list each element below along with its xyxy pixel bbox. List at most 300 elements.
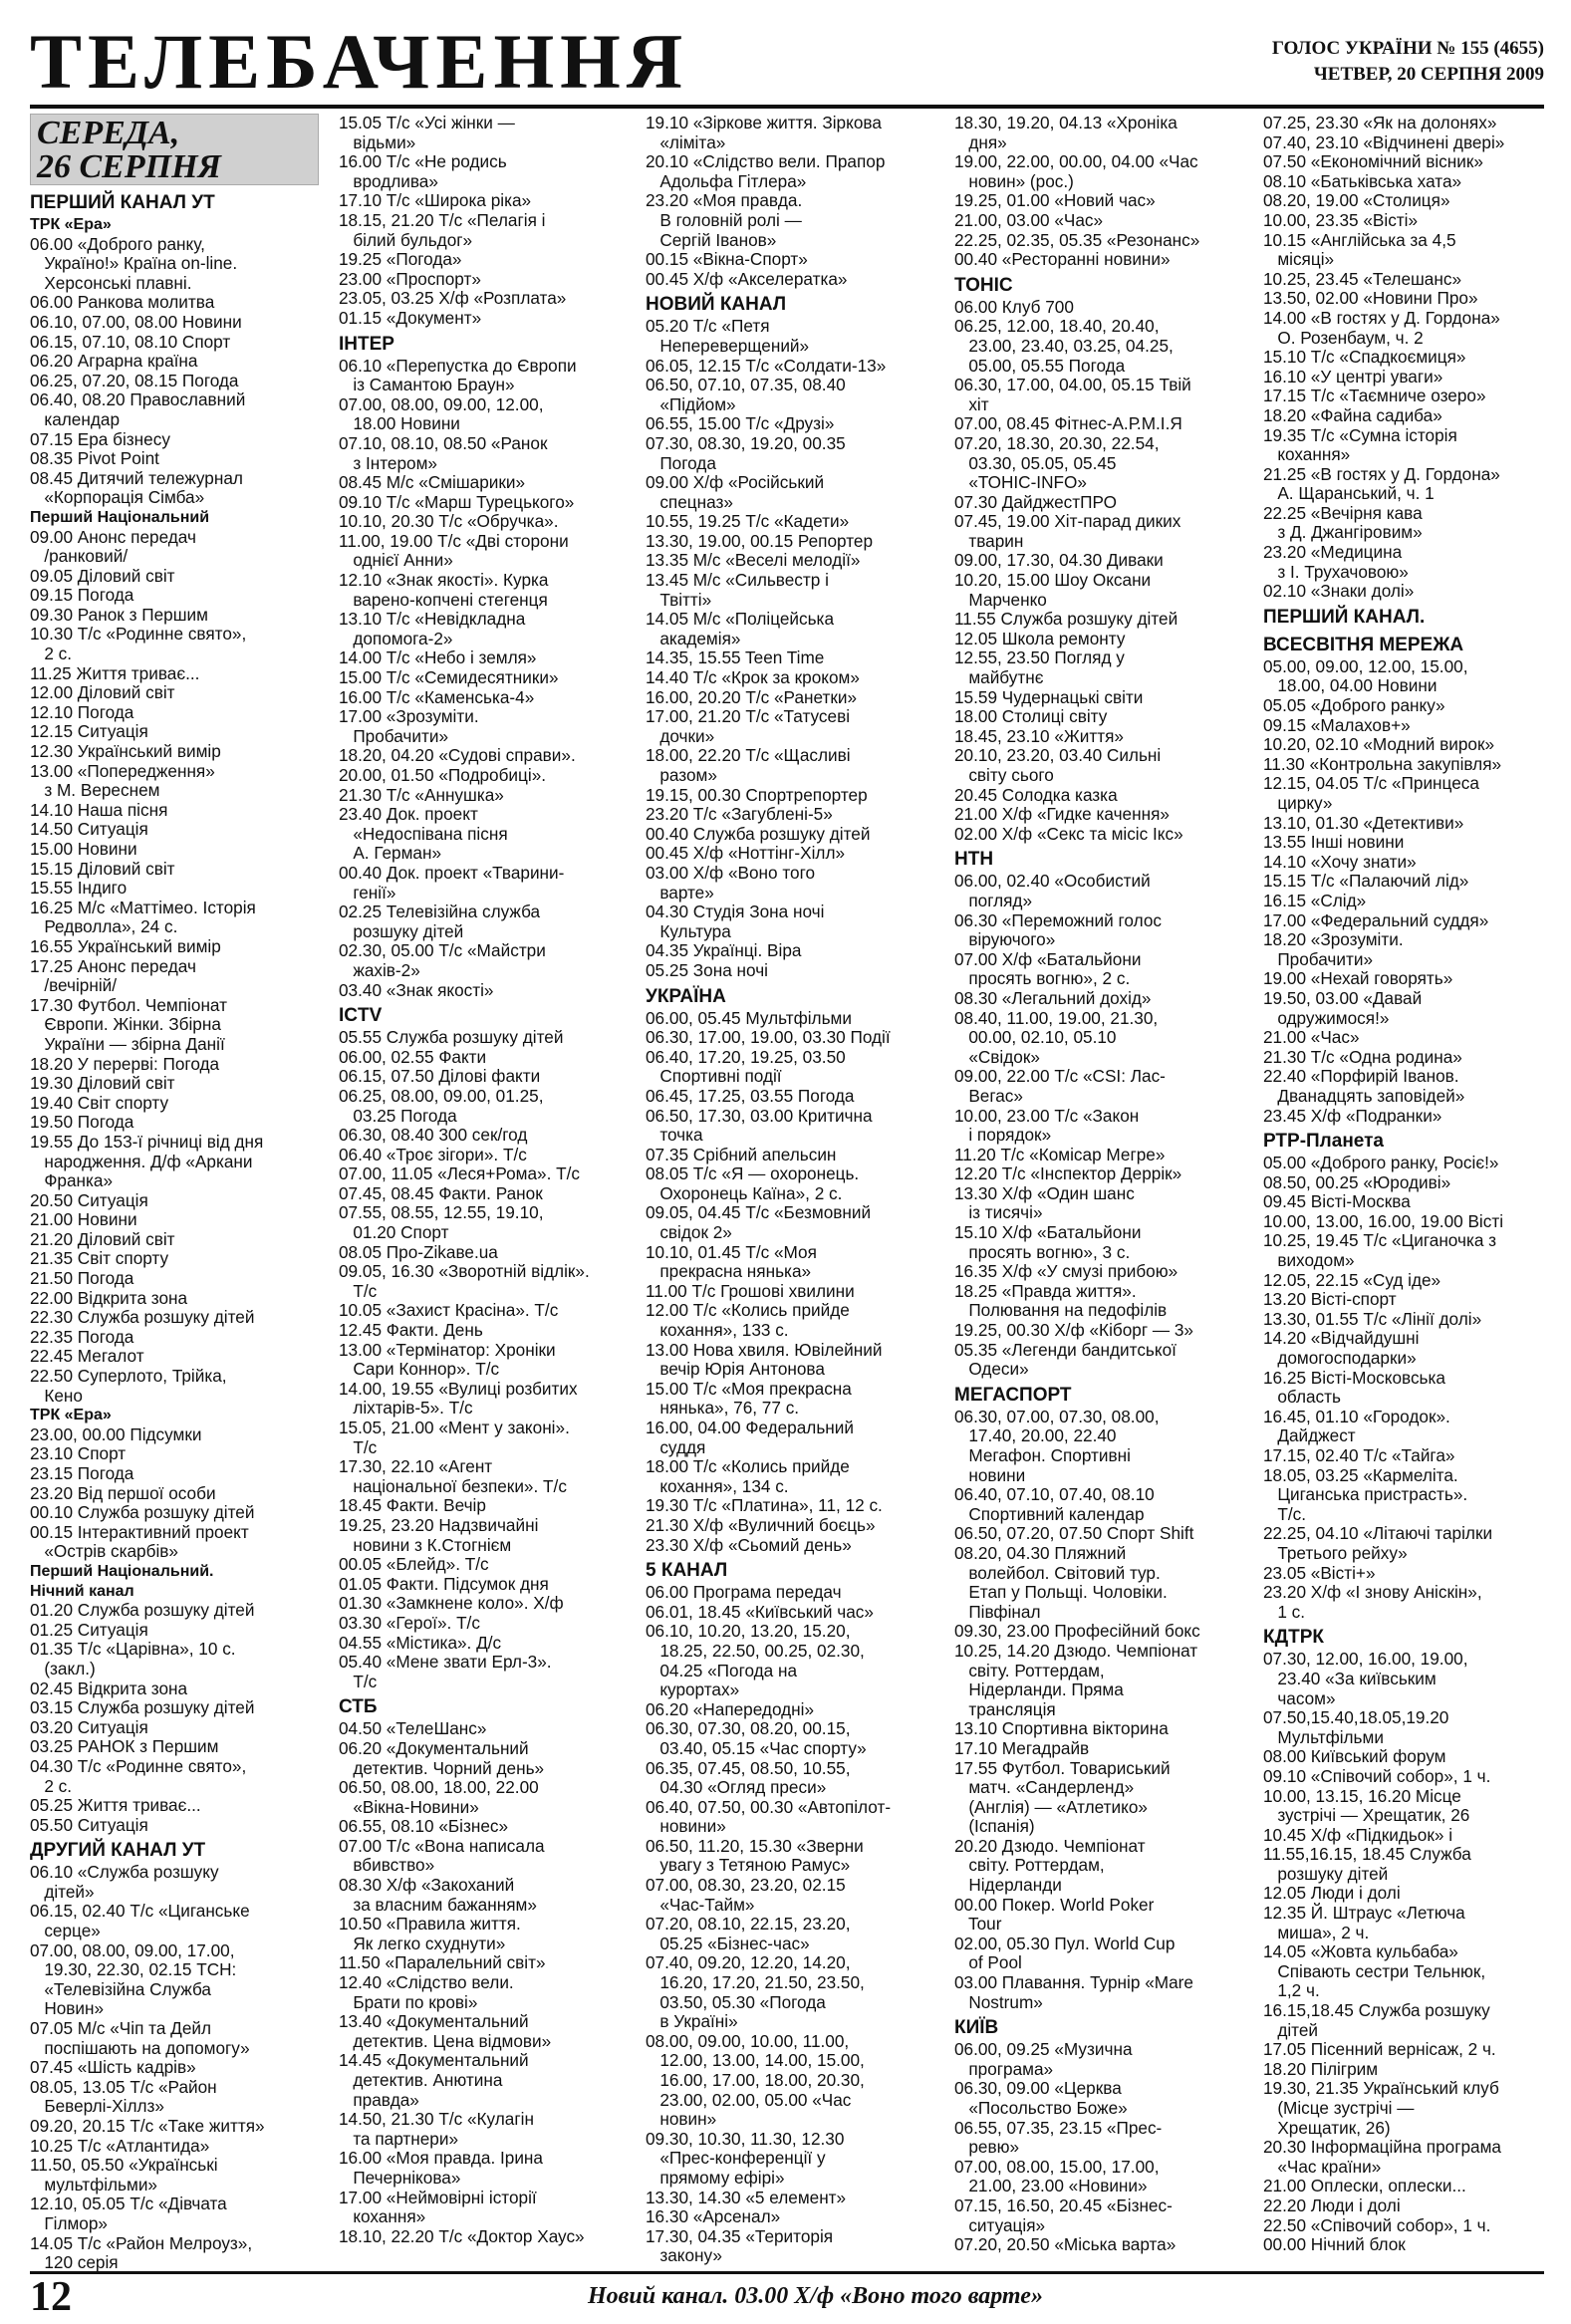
- listing-lines: [954, 114, 1253, 2255]
- listing-line: 08.00 Київський форум: [1263, 1746, 1446, 1767]
- listing-line: розшуку дітей: [1263, 1863, 1389, 1884]
- listing-line: 04.55 «Містика». Д/с: [339, 1632, 502, 1653]
- listing-line: 21.20 Діловий світ: [30, 1228, 175, 1249]
- listing-column-1: [30, 114, 329, 2273]
- listing-line: 07.10, 08.10, 08.50 «Ранок: [339, 432, 548, 453]
- listing-line: 08.30 «Легальний дохід»: [954, 987, 1152, 1008]
- listing-line: 22.45 Мегалот: [30, 1346, 144, 1367]
- listing-line: 07.05 М/с «Чіп та Дейл: [30, 2018, 212, 2039]
- listing-line: 00.40 Док. проект «Тварини-: [339, 862, 565, 883]
- listing-line: 13.50, 02.00 «Новини Про»: [1263, 288, 1478, 309]
- listing-line: 05.00, 05.55 Погода: [954, 355, 1126, 376]
- listing-line: Редволла», 24 с.: [30, 916, 178, 937]
- listing-line: вечір Юрія Антонова: [646, 1359, 825, 1380]
- listing-line: 09.00, 17.30, 04.30 Диваки: [954, 550, 1164, 571]
- listing-lines: [30, 191, 329, 2273]
- listing-line: 17.00 «Федеральний суддя»: [1263, 909, 1489, 930]
- listing-line: 16.20, 17.20, 21.50, 23.50,: [646, 1972, 865, 1993]
- listing-line: Хрещатик, 26): [1263, 2117, 1391, 2138]
- listing-line: 10.15 «Англійська за 4,5: [1263, 229, 1456, 250]
- listing-line: 11.20 Т/с «Комісар Мегре»: [954, 1144, 1166, 1164]
- listing-line: 09.20, 20.15 Т/с «Таке життя»: [30, 2116, 265, 2136]
- listing-line: 05.05 «Доброго ранку»: [1263, 695, 1445, 716]
- listing-line: 09.15 «Малахов+»: [1263, 714, 1411, 735]
- listing-line: 14.00 Т/с «Небо і земля»: [339, 647, 537, 668]
- listing-line: 06.55, 08.10 «Бізнес»: [339, 1816, 509, 1837]
- listing-line: з І. Трухачовою»: [1263, 561, 1409, 582]
- listing-line: 18.00, 22.20 Т/с «Щасливі: [646, 745, 851, 766]
- listing-line: 01.20 Спорт: [339, 1222, 449, 1243]
- listing-line: 06.25, 08.00, 09.00, 01.25,: [339, 1085, 544, 1106]
- listing-line: віруючого»: [954, 929, 1056, 950]
- listing-line: 18.00 Столиці світу: [954, 706, 1108, 727]
- listing-line: Спортивні події: [646, 1066, 782, 1087]
- listing-line: 07.45 «Шість кадрів»: [30, 2057, 196, 2078]
- listing-line: 15.10 Т/с «Спадкоємиця»: [1263, 347, 1466, 368]
- listing-line: 15.55 Індиго: [30, 878, 128, 899]
- listing-line: 14.10 Наша пісня: [30, 799, 168, 820]
- listing-line: А. Щаранський, ч. 1: [1263, 483, 1435, 504]
- listing-line: 06.30, 17.00, 19.00, 03.30 Події: [646, 1027, 891, 1048]
- listing-line: 22.25 «Вечірня кава: [1263, 502, 1423, 523]
- listing-line: «Острів скарбів»: [30, 1541, 178, 1562]
- listing-line: 23.15 Погода: [30, 1463, 134, 1483]
- channel-heading: ПЕРШИЙ КАНАЛ.: [1263, 606, 1426, 628]
- listing-column-2: [339, 114, 638, 2246]
- listing-line: Мультфільми: [1263, 1726, 1384, 1747]
- listing-line: 03.40, 05.15 «Час спорту»: [646, 1737, 867, 1758]
- listing-line: 03.25 РАНОК з Першим: [30, 1736, 219, 1757]
- listing-line: 13.55 Інші новини: [1263, 832, 1405, 853]
- listing-line: 10.00, 13.15, 16.20 Місце: [1263, 1785, 1461, 1806]
- listing-line: 12.10, 05.05 Т/с «Дівчата: [30, 2194, 227, 2214]
- listing-line: 20.10 «Слідство вели. Прапор: [646, 151, 886, 172]
- listing-line: 12.15, 04.05 Т/с «Принцеса: [1263, 773, 1479, 794]
- channel-heading: КДТРК: [1263, 1627, 1325, 1649]
- listing-line: 07.20, 08.10, 22.15, 23.20,: [646, 1914, 851, 1935]
- listing-line: Охоронець Каїна», 2 с.: [646, 1182, 843, 1203]
- listing-line: точка: [646, 1125, 703, 1146]
- listing-line: 07.00, 08.45 Фітнес-А.Р.М.І.Я: [954, 413, 1182, 434]
- listing-line: Tour: [954, 1914, 1002, 1935]
- listing-line: 06.01, 18.45 «Київський час»: [646, 1601, 874, 1622]
- listing-line: 06.40, 07.50, 00.30 «Автопілот-: [646, 1796, 892, 1817]
- listing-line: 12.05, 22.15 «Суд іде»: [1263, 1269, 1441, 1290]
- listing-line: Нідерланди: [954, 1875, 1062, 1896]
- listing-line: 18.15, 21.20 Т/с «Пелагія і: [339, 209, 546, 230]
- listing-line: 06.30, 08.40 300 сек/год: [339, 1125, 528, 1146]
- listing-line: 06.00, 02.55 Факти: [339, 1046, 487, 1067]
- listing-line: розшуку дітей: [339, 920, 464, 941]
- listing-line: Погода: [646, 452, 716, 473]
- listing-line: 23.00 «Проспорт»: [339, 268, 481, 289]
- masthead: [30, 18, 1544, 105]
- listing-line: Гілмор»: [30, 2212, 108, 2233]
- listing-line: 08.50, 00.25 «Юродиві»: [1263, 1171, 1451, 1192]
- listing-line: 20.45 Солодка казка: [954, 784, 1118, 805]
- listing-column-5: [1263, 114, 1562, 2255]
- listing-line: 08.20, 19.00 «Столиця»: [1263, 190, 1450, 211]
- listing-line: 13.30, 01.55 Т/с «Лінії долі»: [1263, 1308, 1482, 1329]
- listing-line: детектив. Цена відмови»: [339, 2030, 552, 2051]
- channel-heading: ВСЕСВІТНЯ МЕРЕЖА: [1263, 634, 1464, 655]
- listing-line: 22.50 «Співочий собор», 1 ч.: [1263, 2214, 1491, 2235]
- listing-line: із тисячі»: [954, 1202, 1043, 1223]
- listing-line: 04.30 «Огляд преси»: [646, 1777, 827, 1798]
- channel-heading: 5 КАНАЛ: [646, 1560, 728, 1582]
- listing-line: ліхтарів-5». Т/с: [339, 1398, 473, 1419]
- listing-line: 06.00 Програма передач: [646, 1582, 842, 1603]
- listing-line: погляд»: [954, 890, 1033, 910]
- listing-line: закону»: [646, 2245, 722, 2266]
- listing-line: 05.55 Служба розшуку дітей: [339, 1027, 564, 1048]
- listing-line: з М. Вереснем: [30, 780, 160, 801]
- listing-line: дня»: [954, 131, 1007, 152]
- listing-line: 14.00, 19.55 «Вулиці розбитих: [339, 1378, 578, 1399]
- listing-line: «Підйом»: [646, 393, 736, 414]
- listing-line: 05.25 Зона ночі: [646, 959, 768, 980]
- listing-line: місяці»: [1263, 249, 1335, 270]
- listing-line: допомога-2»: [339, 628, 453, 648]
- listing-line: 06.50, 08.00, 18.00, 22.00: [339, 1777, 539, 1798]
- listing-line: 13.35 М/с «Веселі мелодії»: [646, 550, 861, 571]
- listing-line: Нідерланди. Пряма: [954, 1679, 1124, 1700]
- listing-line: Беверлі-Хіллз»: [30, 2096, 164, 2117]
- listing-line: програма»: [954, 2058, 1054, 2079]
- listing-line: матч. «Сандерленд»: [954, 1777, 1135, 1798]
- listing-line: 12.00, 13.00, 14.00, 15.00,: [646, 2050, 865, 2071]
- listing-line: 12.30 Український вимір: [30, 741, 221, 762]
- listing-line: (Іспанія): [954, 1816, 1035, 1837]
- listing-line: 06.40, 08.20 Православний: [30, 389, 246, 410]
- channel-subheading: Перший Національний: [30, 508, 210, 526]
- listing-line: 120 серія: [30, 2252, 119, 2273]
- listing-line: 18.25, 22.50, 00.25, 02.30,: [646, 1640, 865, 1661]
- listing-line: 16.30 «Арсенал»: [646, 2206, 781, 2227]
- listing-line: 22.25, 02.35, 05.35 «Резонанс»: [954, 229, 1200, 250]
- listing-line: генії»: [339, 882, 396, 903]
- listing-line: 19.55 До 153-ї річниці від дня: [30, 1131, 264, 1152]
- listing-line: 06.00 Клуб 700: [954, 296, 1074, 317]
- listing-line: 09.05, 16.30 «Зворотній відлік».: [339, 1261, 590, 1282]
- listing-line: Пробачити»: [339, 725, 449, 746]
- listing-line: 17.00 «Неймовірні історії: [339, 2187, 537, 2207]
- listing-line: 10.00, 23.35 «Вісті»: [1263, 209, 1419, 230]
- listing-line: 23.00, 02.00, 05.00 «Час: [646, 2089, 852, 2110]
- listing-line: (Англія) — «Атлетико»: [954, 1796, 1148, 1817]
- listing-line: 06.00, 02.40 «Особистий: [954, 871, 1151, 892]
- channel-heading: ПЕРШИЙ КАНАЛ УТ: [30, 192, 215, 213]
- listing-line: 09.10 Т/с «Марш Турецького»: [339, 491, 575, 512]
- channel-heading: ICTV: [339, 1005, 383, 1027]
- listing-line: 11.00 Т/с Грошові хвилини: [646, 1280, 855, 1301]
- listing-line: 22.30 Служба розшуку дітей: [30, 1307, 255, 1328]
- listing-line: 13.00 «Термінатор: Хроніки: [339, 1339, 556, 1360]
- listing-line: Твітті»: [646, 589, 712, 610]
- listing-line: Адольфа Гітлера»: [646, 170, 807, 191]
- listing-line: 13.10, 01.30 «Детективи»: [1263, 812, 1464, 833]
- listing-line: 22.00 Відкрита зона: [30, 1287, 188, 1308]
- listing-line: 03.30, 05.05, 05.45: [954, 452, 1117, 473]
- listing-line: «Свідок»: [954, 1046, 1040, 1067]
- listing-line: 16.55 Український вимір: [30, 935, 221, 956]
- listing-line: 10.25, 23.45 «Телешанс»: [1263, 268, 1462, 289]
- listing-line: 16.00 Т/с «Не родись: [339, 151, 507, 172]
- listing-line: Вегас»: [954, 1085, 1023, 1106]
- listing-line: просять вогню», 3 с.: [954, 1241, 1131, 1262]
- issue-date: ЧЕТВЕР, 20 СЕРПНЯ 2009: [1313, 64, 1544, 85]
- listing-line: домогосподарки»: [1263, 1348, 1417, 1369]
- listing-line: 17.00, 21.20 Т/с «Татусеві: [646, 706, 851, 727]
- listing-line: цирку»: [1263, 793, 1333, 813]
- listing-line: 01.30 «Замкнене коло». Х/ф: [339, 1593, 564, 1614]
- listing-line: 12.55, 23.50 Погляд у: [954, 647, 1125, 668]
- listing-line: 07.15 Ера бізнесу: [30, 428, 170, 449]
- listing-line: кохання»: [339, 2206, 426, 2227]
- listing-line: 22.40 «Порфирій Іванов.: [1263, 1066, 1459, 1087]
- channel-heading: РТР-Планета: [1263, 1131, 1384, 1153]
- listing-line: 16.15 «Слід»: [1263, 890, 1367, 910]
- listing-line: 23.20 Від першої особи: [30, 1482, 216, 1503]
- listing-line: 03.15 Служба розшуку дітей: [30, 1697, 255, 1718]
- listing-line: 06.40, 17.20, 19.25, 03.50: [646, 1046, 846, 1067]
- listing-line: 1 с.: [1263, 1601, 1306, 1622]
- listing-line: Печернікова»: [339, 2167, 461, 2188]
- channel-heading: ТОНІС: [954, 274, 1013, 296]
- listing-line: 23.40 Док. проект: [339, 804, 478, 825]
- listing-line: 06.00, 09.25 «Музична: [954, 2039, 1133, 2060]
- listing-line: 07.55, 08.55, 12.55, 19.10,: [339, 1202, 544, 1223]
- listing-line: 23.00, 23.40, 03.25, 04.25,: [954, 335, 1174, 356]
- listing-line: 23.20 Х/ф «І знову Аніскін»,: [1263, 1582, 1482, 1603]
- listing-line: дочки»: [646, 725, 715, 746]
- listing-line: 14.05 Т/с «Район Мелроуз»,: [30, 2232, 253, 2253]
- listing-line: 14.40 Т/с «Крок за кроком»: [646, 667, 860, 688]
- listing-line: 09.00 Анонс передач: [30, 526, 196, 547]
- listing-line: А. Герман»: [339, 843, 442, 864]
- listing-line: Дванадцять заповідей»: [1263, 1085, 1465, 1106]
- listing-line: свідок 2»: [646, 1222, 732, 1243]
- listing-line: 15.59 Чудернацькі світи: [954, 686, 1144, 707]
- listing-line: разом»: [646, 765, 717, 785]
- listing-line: прямому ефірі»: [646, 2167, 785, 2188]
- listing-line: 05.20 Т/с «Петя: [646, 316, 770, 337]
- listing-line: 06.20 «Напередодні»: [646, 1698, 815, 1719]
- listing-line: 23.00, 00.00 Підсумки: [30, 1423, 202, 1444]
- listing-line: календар: [30, 408, 121, 429]
- listing-line: зустрічі — Хрещатик, 26: [1263, 1805, 1470, 1826]
- listing-line: 21.50 Погода: [30, 1268, 134, 1289]
- listing-line: 22.35 Погода: [30, 1326, 134, 1347]
- listing-line: світу сього: [954, 765, 1054, 785]
- listing-line: 10.10, 01.45 Т/с «Моя: [646, 1241, 817, 1262]
- listing-line: 13.10 Т/с «Невідкладна: [339, 609, 526, 630]
- listing-line: Кено: [30, 1385, 83, 1406]
- listing-line: 08.05 Т/с «Я — охоронець.: [646, 1163, 860, 1184]
- listing-line: трансляція: [954, 1698, 1056, 1719]
- listing-line: 16.45, 01.10 «Городок».: [1263, 1406, 1450, 1426]
- listing-line: 08.40, 11.00, 19.00, 21.30,: [954, 1007, 1159, 1028]
- listing-line: одружимося!»: [1263, 1007, 1390, 1028]
- listing-line: Україно!» Країна on-line.: [30, 253, 238, 274]
- listing-line: дітей: [1263, 2019, 1319, 2040]
- listing-line: Етап у Польщі. Чоловіки.: [954, 1582, 1168, 1603]
- listing-line: 01.35 Т/с «Царівна», 10 с.: [30, 1639, 236, 1660]
- listing-line: 13.30, 14.30 «5 елемент»: [646, 2187, 847, 2207]
- listing-line: 13.20 Вісті-спорт: [1263, 1289, 1397, 1310]
- listing-line: 17.30, 04.35 «Територія: [646, 2225, 834, 2246]
- listing-column-4: [954, 114, 1253, 2255]
- listing-line: 12.10 «Знак якості». Курка: [339, 570, 549, 591]
- listing-line: 06.50, 11.20, 15.30 «Зверни: [646, 1835, 864, 1856]
- channel-heading: НОВИЙ КАНАЛ: [646, 294, 787, 316]
- listing-line: 18.30, 19.20, 04.13 «Хроніка: [954, 113, 1178, 132]
- listing-line: 01.15 «Документ»: [339, 307, 482, 328]
- listing-line: 15.00 Новини: [30, 839, 137, 859]
- listing-line: 09.30 Ранок з Першим: [30, 604, 208, 625]
- listing-line: 15.00 Т/с «Семидесятники»: [339, 667, 559, 688]
- listing-line: новин»: [646, 2109, 717, 2130]
- listing-line: 07.20, 20.50 «Міська варта»: [954, 2234, 1177, 2255]
- listing-line: Марченко: [954, 589, 1047, 610]
- listing-line: 07.30, 08.30, 19.20, 00.35: [646, 432, 846, 453]
- listing-line: Херсонські плавні.: [30, 272, 192, 293]
- listing-line: 23.20 «Моя правда.: [646, 190, 803, 211]
- listing-line: часом»: [1263, 1687, 1336, 1708]
- listing-line: 09.30, 23.00 Професійний бокс: [954, 1621, 1200, 1642]
- listing-line: 07.20, 18.30, 20.30, 22.54,: [954, 432, 1160, 453]
- listing-line: 16.15,18.45 Служба розшуку: [1263, 2000, 1490, 2021]
- listing-line: 13.00 Нова хвиля. Ювілейний: [646, 1339, 883, 1360]
- listing-line: 21.30 Т/с «Одна родина»: [1263, 1046, 1462, 1067]
- listing-line: просять вогню», 2 с.: [954, 968, 1131, 989]
- listing-line: 06.50, 07.10, 07.35, 08.40: [646, 375, 846, 395]
- listing-line: 07.30, 12.00, 16.00, 19.00,: [1263, 1649, 1468, 1670]
- paper-issue: ГОЛОС УКРАЇНИ № 155 (4655): [1271, 38, 1544, 59]
- listing-line: 06.30, 09.00 «Церква: [954, 2078, 1122, 2099]
- listing-line: 17.15 Т/с «Таємниче озеро»: [1263, 386, 1486, 406]
- listing-line: 19.10 «Зіркове життя. Зіркова: [646, 113, 882, 132]
- listing-line: 23.20 «Медицина: [1263, 542, 1403, 563]
- listing-line: поспішають на допомогу»: [30, 2037, 250, 2058]
- listing-line: 23.10 Спорт: [30, 1443, 127, 1464]
- listing-line: академія»: [646, 628, 741, 648]
- listing-line: 07.40, 09.20, 12.20, 14.20,: [646, 1952, 851, 1973]
- listing-line: новини»: [646, 1816, 726, 1837]
- listing-line: новин» (рос.): [954, 170, 1074, 191]
- listing-line: В головній ролі —: [646, 209, 802, 230]
- listing-line: 10.25, 14.20 Дзюдо. Чемпіонат: [954, 1640, 1198, 1661]
- listing-line: 10.25, 19.45 Т/с «Циганочка з: [1263, 1230, 1497, 1251]
- listing-line: волейбол. Світовий тур.: [954, 1562, 1161, 1583]
- listing-line: of Pool: [954, 1952, 1022, 1973]
- listing-line: 09.15 Погода: [30, 585, 134, 606]
- listing-line: 01.20 Служба розшуку дітей: [30, 1600, 255, 1621]
- listing-line: України — збірна Данії: [30, 1033, 225, 1054]
- listing-line: 16.25 М/с «Маттімео. Історія: [30, 897, 256, 917]
- listing-line: 14.05 М/с «Поліцейська: [646, 609, 835, 630]
- listing-line: 06.10, 10.20, 13.20, 15.20,: [646, 1621, 851, 1642]
- listing-line: 19.25, 23.20 Надзвичайні: [339, 1514, 539, 1535]
- listing-line: 17.55 Футбол. Товариський: [954, 1757, 1171, 1778]
- listing-line: увагу з Тетяною Рамус»: [646, 1855, 851, 1876]
- listing-line: 09.05 Діловий світ: [30, 565, 175, 586]
- listing-line: (закл.): [30, 1658, 96, 1678]
- listing-line: 03.50, 05.30 «Погода: [646, 1991, 826, 2012]
- listing-line: 11.30 «Контрольна закупівля»: [1263, 753, 1502, 774]
- listing-line: 07.35 Срібний апельсин: [646, 1144, 837, 1164]
- listing-line: 10.00, 23.00 Т/с «Закон: [954, 1105, 1140, 1126]
- listing-line: миша», 2 ч.: [1263, 1922, 1370, 1942]
- listing-line: Т/с: [339, 1671, 378, 1691]
- listing-line: жахів-2»: [339, 959, 420, 980]
- listing-line: 06.00 Ранкова молитва: [30, 292, 215, 313]
- listing-line: 19.00 «Нехай говорять»: [1263, 968, 1453, 989]
- listing-line: національної безпеки». Т/с: [339, 1475, 567, 1496]
- listing-line: 05.25 Життя триває...: [30, 1795, 201, 1816]
- listing-line: світу. Роттердам,: [954, 1855, 1105, 1876]
- listing-line: 17.00 «Зрозуміти.: [339, 706, 479, 727]
- listing-line: 19.50, 03.00 «Давай: [1263, 987, 1423, 1008]
- listing-line: 12.05 Люди і долі: [1263, 1883, 1401, 1904]
- listing-line: 23.45 Х/ф «Подранки»: [1263, 1105, 1442, 1126]
- listing-line: 06.50, 17.30, 03.00 Критична: [646, 1105, 873, 1126]
- listing-line: 06.30, 07.30, 08.20, 00.15,: [646, 1718, 851, 1739]
- listing-line: 06.10 «Служба розшуку: [30, 1862, 219, 1883]
- listing-line: 23.05 «Вісті+»: [1263, 1562, 1376, 1583]
- masthead-rule: [30, 105, 1544, 109]
- listing-line: 18.25 «Правда життя».: [954, 1280, 1137, 1301]
- listing-line: 06.30, 07.00, 07.30, 08.00,: [954, 1406, 1160, 1426]
- page-number: 12: [30, 2274, 72, 2320]
- listing-line: правда»: [339, 2089, 419, 2110]
- listing-line: 19.35 Т/с «Сумна історія: [1263, 424, 1457, 445]
- listing-line: 00.10 Служба розшуку дітей: [30, 1502, 255, 1523]
- listing-line: 10.45 Х/ф «Підкидьок» і: [1263, 1824, 1453, 1845]
- listing-line: 14.05 «Жовта кульбаба»: [1263, 1941, 1458, 1962]
- listing-line: О. Розенбаум, ч. 2: [1263, 327, 1424, 348]
- day-heading-line-1: СЕРЕДА,: [37, 115, 180, 151]
- listing-line: 00.45 Х/ф «Акселератка»: [646, 268, 848, 289]
- listing-line: 08.10 «Батьківська хата»: [1263, 170, 1462, 191]
- listing-line: 10.05 «Захист Красіна». Т/с: [339, 1300, 559, 1321]
- listing-line: 21.00, 23.00 «Новини»: [954, 2176, 1148, 2196]
- listing-line: 12.35 Й. Штраус «Летюча: [1263, 1903, 1465, 1924]
- listing-line: 02.00 Х/ф «Секс та місіс Ікс»: [954, 823, 1183, 844]
- listing-line: 07.40, 23.10 «Відчинені двері»: [1263, 131, 1505, 152]
- listing-line: 06.15, 07.10, 08.10 Спорт: [30, 331, 231, 352]
- listing-line: Т/с: [339, 1280, 378, 1301]
- section-title: ТЕЛЕБАЧЕННЯ: [30, 18, 689, 105]
- listing-line: 01.05 Факти. Підсумок дня: [339, 1573, 549, 1594]
- listing-line: 19.30 Діловий світ: [30, 1073, 175, 1094]
- listing-line: в Україні»: [646, 2011, 738, 2032]
- channel-subheading: Нічний канал: [30, 1582, 134, 1600]
- listing-line: Півфінал: [954, 1601, 1041, 1622]
- listing-line: 03.00 Плавання. Турнір «Mare: [954, 1972, 1193, 1993]
- listing-line: 18.00 Новини: [339, 413, 460, 434]
- listing-line: 19.25, 01.00 «Новий час»: [954, 190, 1156, 211]
- listing-line: 09.00 Х/ф «Російський: [646, 472, 825, 493]
- listing-line: ревю»: [954, 2137, 1020, 2158]
- listing-line: 04.35 Українці. Віра: [646, 940, 802, 961]
- listing-line: 02.25 Телевізійна служба: [339, 902, 541, 922]
- listing-line: спецназ»: [646, 491, 733, 512]
- listing-line: 08.45 Дитячий тележурнал: [30, 467, 243, 488]
- listing-line: 02.30, 05.00 Т/с «Майстри: [339, 940, 546, 961]
- listing-line: 22.20 Люди і долі: [1263, 2195, 1401, 2215]
- listing-line: народження. Д/ф «Аркани: [30, 1151, 253, 1171]
